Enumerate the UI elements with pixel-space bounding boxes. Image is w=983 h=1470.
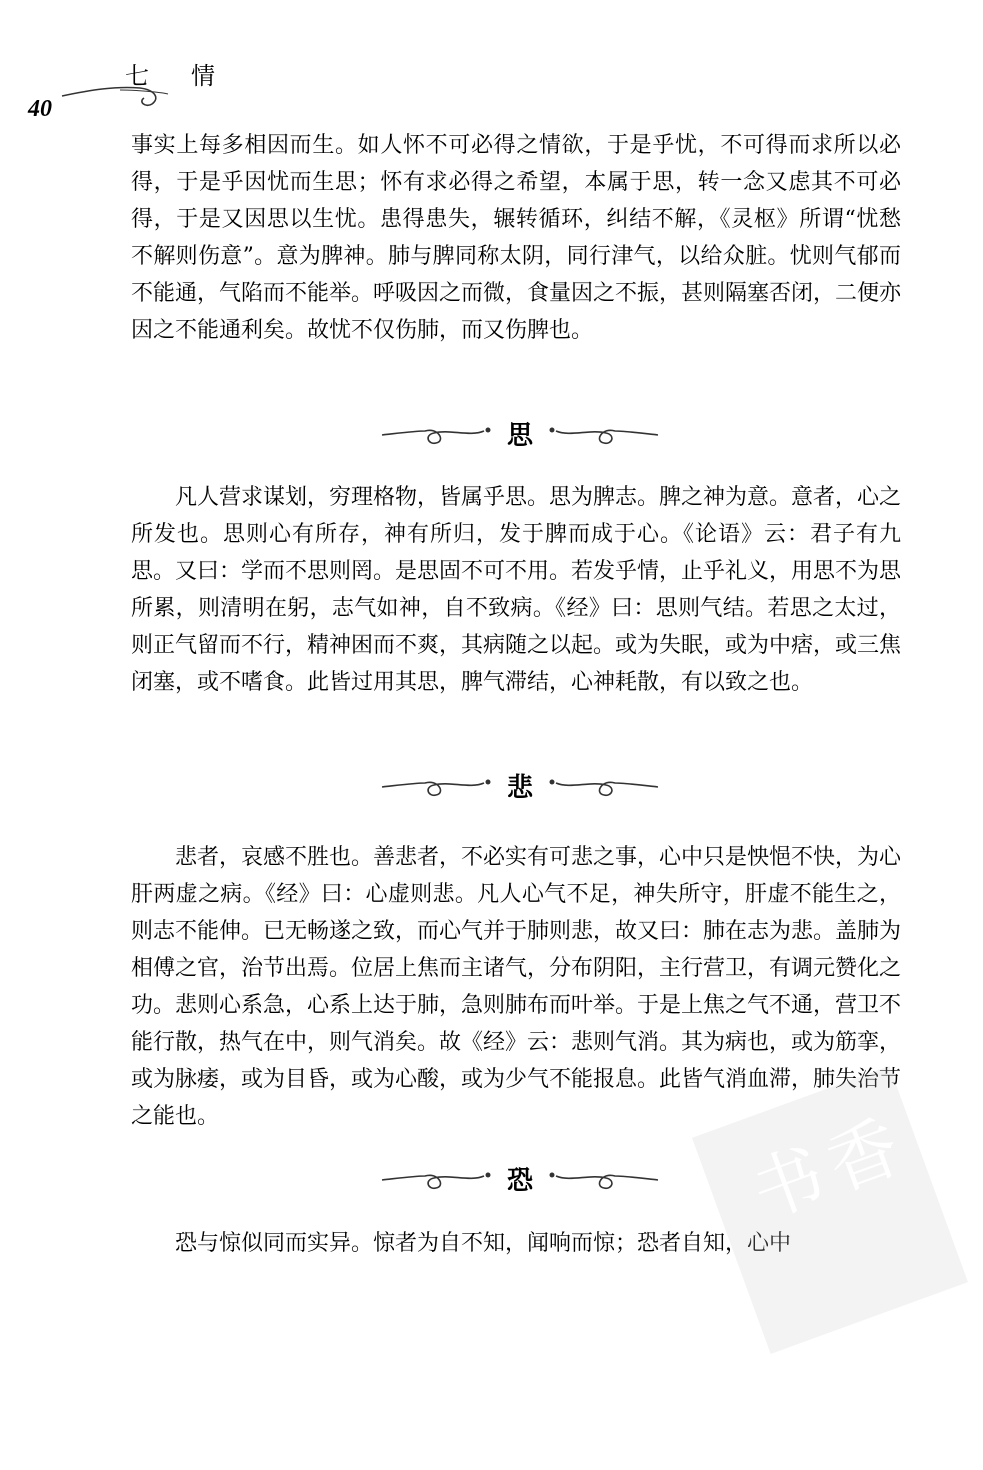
paragraph-3: 悲者，哀感不胜也。善悲者，不必实有可悲之事，心中只是怏悒不快，为心肝两虚之病。《经》曰：心虚则悲。凡人心气不足，神失所守，肝虚不能生之，则志不能伸。已无畅遂之致，而心气并于肺则悲，故又曰：肺在志为悲。盖肺为相傅之官，治节出焉。位居上焦而主诸气，分布阴阳，主行营卫，有调元赞化之功。悲则心系急，心系上达于肺，急则肺布而叶举。于是上焦之气不通，营卫不能行散，热气在中，则气消矣。故《经》云：悲则气消。其为病也，或为筋挛，或为脉痿，或为目昏，或为心酸，或为少气不能报息。此皆气消血滞，肺失治节之能也。 [131,845,902,1129]
section-heading-si [380,413,660,453]
section-heading-bei [380,765,660,805]
heading-text: 思 [506,421,533,451]
heading-text: 悲 [506,773,533,803]
section-heading-kong [380,1158,660,1198]
seal-stamp-icon [685,1045,975,1375]
paragraph-2: 凡人营求谋划，穷理格物，皆属乎思。思为脾志。脾之神为意。意者，心之所发也。思则心有所存，神有所归，发于脾而成于心。《论语》云：君子有九思。又曰：学而不思则罔。是思固不可不用。若发乎情，止乎礼义，用思不为思所累，则清明在躬，志气如神，自不致病。《经》曰：思则气结。若思之太过，则正气留而不行，精神困而不爽，其病随之以起。或为失眠，或为中痞，或三焦闭塞，或不嗜食。此皆过用其思，脾气滞结，心神耗散，有以致之也。 [131,485,902,695]
paragraph-1: 事实上每多相因而生。如人怀不可必得之情欲，于是乎忧，不可得而求所以必得，于是乎因忧而生思；怀有求必得之希望，本属于思，转一念又虑其不可必得，于是又因思以生忧。患得患失，辗转循环，纠结不解，《灵枢》所谓“忧愁不解则伤意”。意为脾神。肺与脾同称太阴，同行津气，以给众脏。忧则气郁而不能通，气陷而不能举。呼吸因之而微，食量因之不振，甚则隔塞否闭，二便亦因之不能通利矣。故忧不仅伤肺，而又伤脾也。 [131,133,902,343]
header-title-char2: 情 [191,62,217,90]
header-flourish-icon [60,68,170,118]
right-flourish-icon [545,419,660,449]
svg-text:书: 书 [741,1133,836,1235]
header-title-char1: 七 [125,62,151,90]
right-flourish-icon [545,771,660,801]
svg-text:香: 香 [816,1105,911,1207]
paragraph-4: 恐与惊似同而实异。惊者为自不知，闻响而惊；恐者自知，心中 [175,1231,792,1256]
heading-text: 恐 [506,1166,533,1196]
page-number: 40 [28,96,52,122]
right-flourish-icon [545,1164,660,1194]
